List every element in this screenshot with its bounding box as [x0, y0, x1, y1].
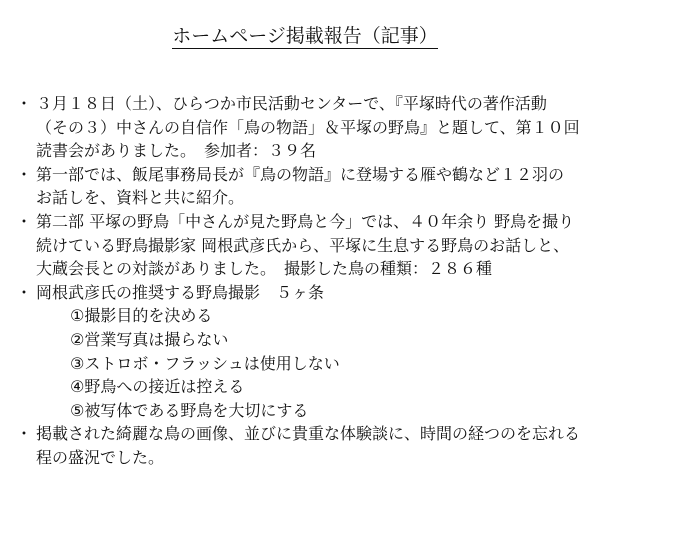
rule-item-5: ⑤被写体である野鳥を大切にする — [70, 400, 309, 420]
bullet-line: 第一部では、飯尾事務局長が『鳥の物語』に登場する雁や鶴など１２羽の — [36, 164, 565, 184]
report-body — [14, 92, 694, 470]
bullet-line: 続けている野鳥撮影家 岡根武彦氏から、平塚に生息する野鳥のお話しと、 — [36, 235, 570, 255]
document-title-block — [0, 24, 610, 48]
bullet-mark: ・ — [15, 424, 32, 444]
bullet-item-part-two — [14, 210, 694, 281]
bullet-line: 読書会がありました。 参加者：３９名 — [36, 141, 317, 161]
bullet-item-part-one — [14, 163, 694, 210]
bullet-line: お話しを、資料と共に紹介。 — [36, 188, 245, 208]
rules-list — [14, 304, 694, 422]
bullet-line: 掲載された綺麗な鳥の画像、並びに貴重な体験談に、時間の経つのを忘れる — [36, 424, 581, 444]
bullet-mark: ・ — [15, 282, 32, 302]
page-title: ホームページ掲載報告（記事） — [172, 25, 438, 47]
bullet-line: 第二部 平塚の野鳥「中さんが見た野鳥と今」では、４０年余り 野鳥を撮り — [36, 211, 575, 231]
bullet-mark: ・ — [15, 94, 32, 113]
bullet-mark: ・ — [15, 211, 32, 231]
bullet-item-event-summary — [14, 92, 694, 163]
bullet-line: 大蔵会長との対談がありました。 撮影した鳥の種類：２８６種 — [36, 259, 493, 279]
rule-item-1: ①撮影目的を決める — [70, 306, 213, 326]
rule-item-2: ②営業写真は撮らない — [70, 329, 229, 349]
bullet-item-closing — [14, 422, 694, 469]
bullet-line: 岡根武彦氏の推奨する野鳥撮影 ５ヶ条 — [36, 282, 325, 302]
bullet-mark: ・ — [15, 164, 32, 184]
bullet-line: 程の盛況でした。 — [36, 447, 165, 467]
rule-item-4: ④野鳥への接近は控える — [70, 377, 245, 397]
bullet-item-five-rules — [14, 281, 694, 305]
rule-item-3: ③ストロボ・フラッシュは使用しない — [70, 353, 340, 373]
bullet-line: （その３）中さんの自信作「鳥の物語」＆平塚の野鳥』と題して、第１０回 — [36, 117, 580, 137]
bullet-line: ３月１８日（土）、ひらつか市民活動センターで、『平塚時代の著作活動 — [36, 94, 547, 113]
